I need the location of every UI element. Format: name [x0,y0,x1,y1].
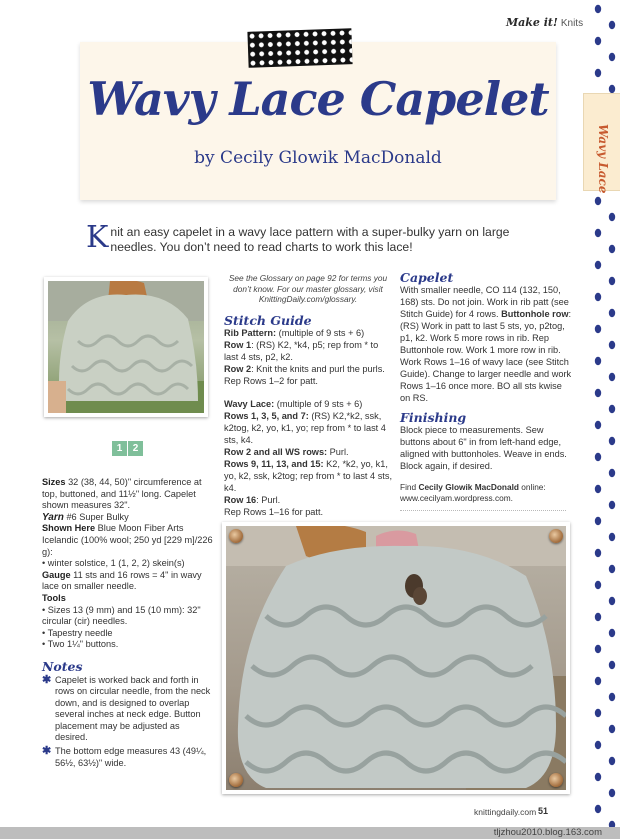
side-tab-label: Wavy Lace [596,124,610,194]
rib-row-1: Row 1: (RS) K2, *k4, p5; rep from * to last 4 sts, p2, k2. [224,339,379,362]
divider [400,510,566,511]
intro-paragraph [86,220,526,255]
capelet-text: With smaller needle, CO 114 (132, 150, 168) sts. Do not join. Work in rib patt (see Stitch Guide) for 4 rows. Buttonhole row: (RS) Work in patt to last 5 sts, yo, p2tog, p1, k2. Work 5 more rows in rib. Rep Buttonhole row. Work 1 more row in rib. Work Rows 1–16 of wavy lace (see Stitch Guide). Change to larger needle and work Rows 1–16 once more. BO all sts kwise on RS. [400,285,572,403]
finishing-heading: Finishing [400,410,467,425]
yarn-label: Yarn [42,511,64,523]
tool-item: • Tapestry needle [42,627,113,638]
tool-item: • Two 1¼" buttons. [42,639,119,650]
note-item: ✱ The bottom edge measures 43 (49¼, 56½, 63½)" wide. [42,745,207,768]
gauge-block [42,570,214,593]
photo-number-2: 2 [128,441,143,456]
tack-icon [229,529,243,543]
shown-label: Shown Here [42,523,96,534]
watermark-bar [0,827,620,839]
drop-cap: K [86,220,109,255]
byline: by Cecily Glowik MacDonald [194,148,442,168]
gauge-text: 11 sts and 16 rows = 4" in wavy lace on smaller needle. [42,569,202,592]
asterisk-icon: ✱ [42,745,52,758]
instructions-column [400,272,572,511]
gauge-label: Gauge [42,569,71,580]
sizes-block [42,477,214,512]
rib-pattern-block: Rib Pattern: (multiple of 9 sts + 6) [224,327,365,338]
finishing-text: Block piece to measurements. Sew buttons about 6" in from left-hand edge, aligned with buttonholes. Weave in ends. Block again, if desired. [400,425,567,471]
notes-heading: Notes [42,658,83,674]
side-tab [583,93,620,194]
section-label: Knits [560,18,584,29]
photo-front-view [222,522,570,794]
wavy-rows-9: Rows 9, 11, 13, and 15: K2, *k2, yo, k1, yo, k2, ssk, k2tog; rep from * to last 4 sts, k4. [224,458,392,493]
wavy-repeat: Rep Rows 1–16 for patt. [224,506,324,517]
glossary-note: See the Glossary on page 92 for terms you don’t know. For our master glossary, visit KnittingDaily.com/glossary. [228,273,388,304]
footer-site: knittingdaily.com [474,807,537,817]
shown-text: Blue Moon Fiber Arts Icelandic (100% wool; 250 yd [229 m]/226 g): [42,523,213,557]
materials-column [42,477,214,769]
yarn-block [42,512,214,524]
intro-text: nit an easy capelet in a wavy lace pattern with a super-bulky yarn on large needles. You don’t need to read charts to work this lace! [110,225,510,254]
wavy-lace-block: Wavy Lace: (multiple of 9 sts + 6) [224,398,363,409]
tools-label: Tools [42,592,66,603]
section-header [506,16,583,29]
shown-block [42,523,214,558]
shown-list: • winter solstice, 1 (1, 2, 2) skein(s) [42,558,185,569]
wavy-row-ws: Row 2 and all WS rows: Purl. [224,446,349,457]
rib-repeat: Rep Rows 1–2 for patt. [224,375,318,386]
page-number: 51 [538,806,549,816]
sizes-label: Sizes [42,477,66,487]
tack-icon [229,773,243,787]
tool-item: • Sizes 13 (9 mm) and 15 (10 mm): 32" circular (cir) needles. [42,604,201,627]
yarn-text: #6 Super Bulky [66,511,129,522]
capelet-heading: Capelet [400,270,454,285]
wavy-row-16: Row 16: Purl. [224,494,281,505]
photo-back-view [44,277,208,417]
rib-row-2: Row 2: Knit the knits and purl the purls. [224,363,385,374]
stitch-guide-column [224,273,392,518]
designer-url[interactable]: www.cecilyam.wordpress.com. [400,493,513,503]
designer-link: Find Cecily Glowik MacDonald online: www.cecilyam.wordpress.com. [400,482,546,503]
stitch-guide-heading: Stitch Guide [224,312,312,328]
makeit-label: Make it! [506,16,558,29]
watermark-text: tljzhou2010.blog.163.com [493,827,602,838]
asterisk-icon: ✱ [42,673,52,686]
sizes-text: 32 (38, 44, 50)" circumference at top, buttoned, and 11½" long. Capelet shown measures 32". [42,477,202,511]
note-item: ✱ Capelet is worked back and forth in rows on circular needle, from the neck down, and is designed to overlap several inches at neck edge. Button placement may be adjusted as desired. [42,673,211,743]
tack-icon [549,529,563,543]
page-title: Wavy Lace Capelet [87,72,549,126]
tack-icon [549,773,563,787]
photo-number-1: 1 [112,441,127,456]
wavy-rows-1357: Rows 1, 3, 5, and 7: (RS) K2,*k2, ssk, k2tog, k2, yo, k1, yo; rep from * to last 4 sts, k4. [224,410,386,445]
washi-tape [247,28,352,68]
title-card [80,42,556,200]
